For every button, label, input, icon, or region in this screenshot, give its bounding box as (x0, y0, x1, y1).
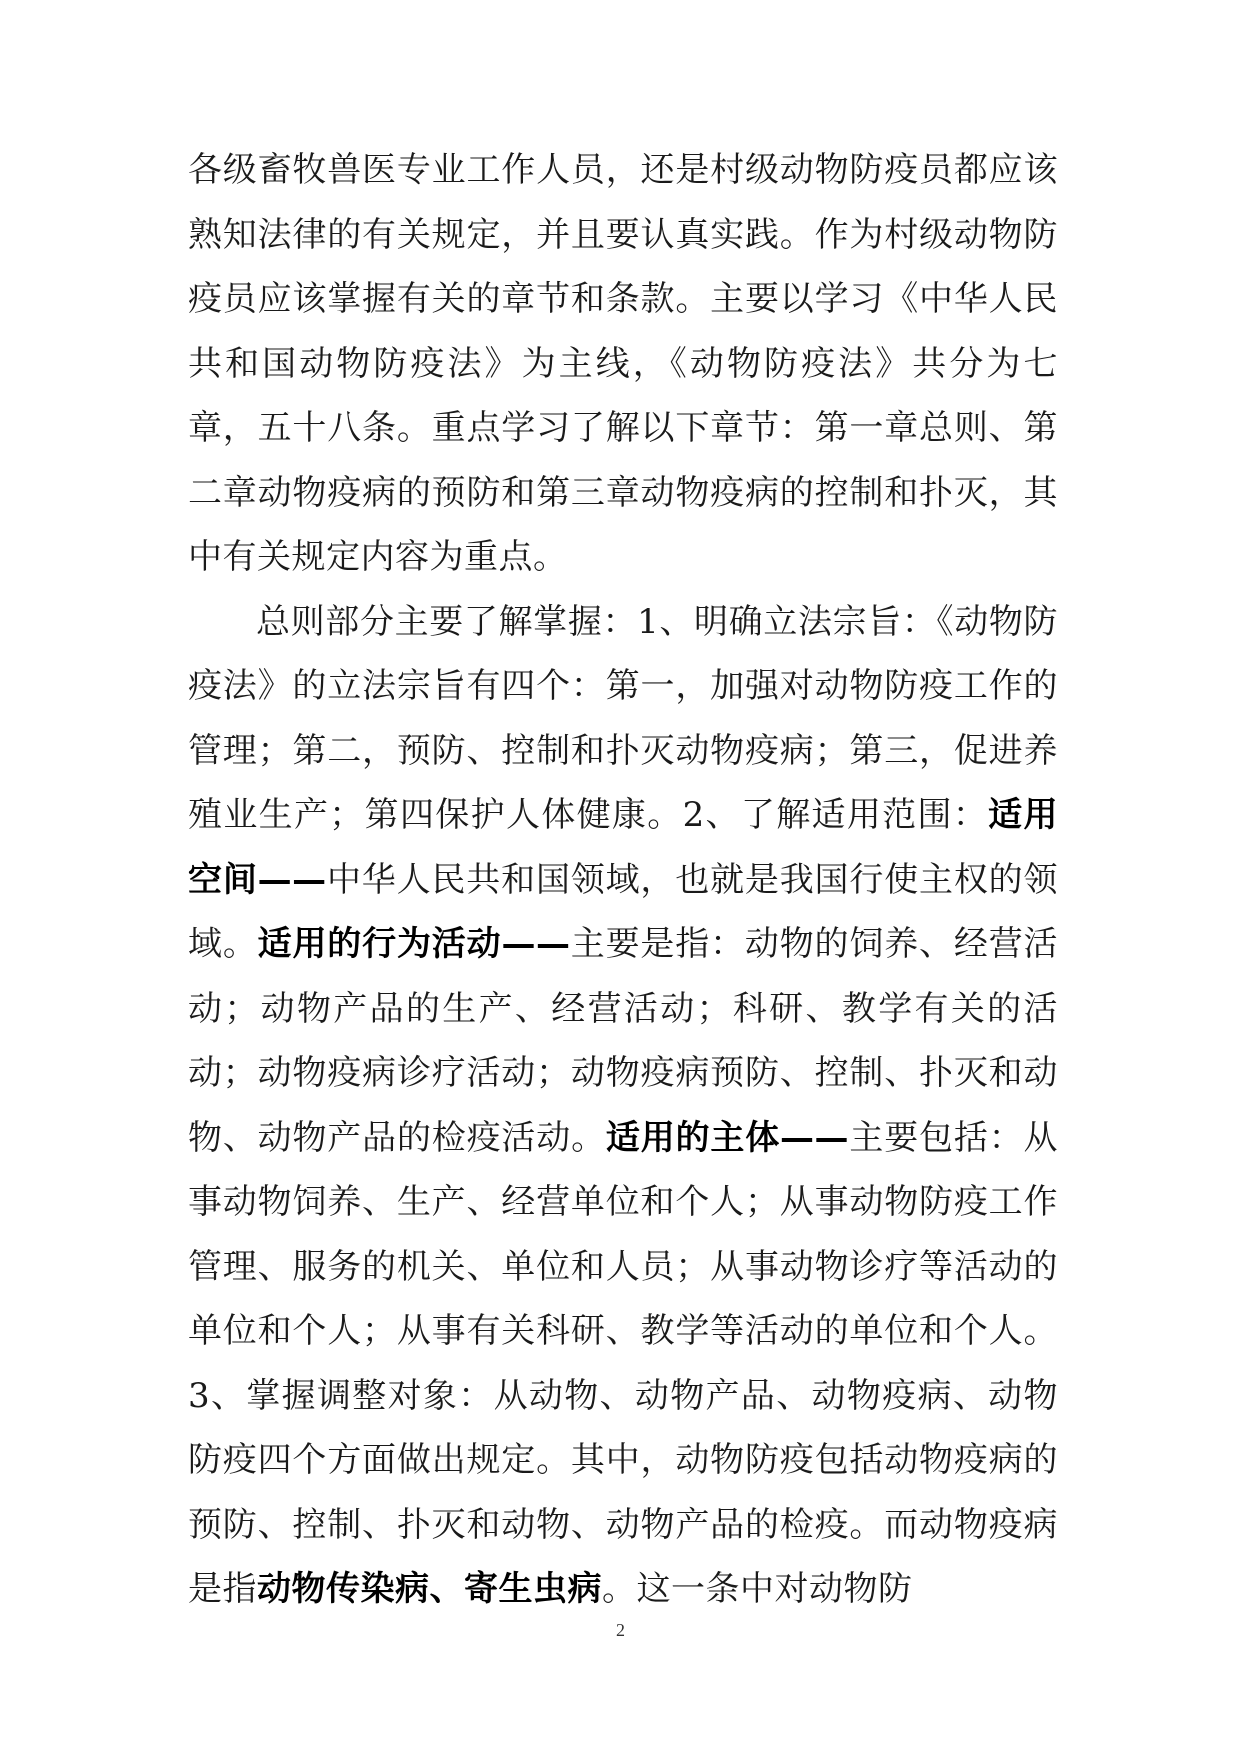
body-text (188, 138, 1058, 1622)
text-run: 。这一条中对动物防 (602, 1569, 913, 1609)
emphasis-disease-types: 动物传染病、寄生虫病 (257, 1569, 602, 1609)
paragraph-1: 各级畜牧兽医专业工作人员，还是村级动物防疫员都应该熟知法律的有关规定，并且要认真实践。作为村级动物防疫员应该掌握有关的章节和条款。主要以学习《中华人民共和国动物防疫法》为主线，《动物防疫法》共分为七章，五十八条。重点学习了解以下章节：第一章总则、第二章动物疫病的预防和第三章动物疫病的控制和扑灭，其中有关规定内容为重点。 (188, 150, 1058, 577)
emphasis-applicable-space: 适用空间—— (188, 795, 1058, 900)
emphasis-applicable-subjects: 适用的主体—— (605, 1117, 850, 1158)
text-run: 主要包括：从事动物饲养、生产、经营单位和个人；从事动物防疫工作管理、服务的机关、单位和人员；从事动物诊疗等活动的单位和个人；从事有关科研、教学等活动的单位和个人。3、掌握调整对象：从动物、动物产品、动物疫病、动物防疫四个方面做出规定。其中，动物防疫包括动物疫病的预防、控制、扑灭和动物、动物产品的检疫。而动物疫病是指 (188, 1117, 1059, 1609)
emphasis-applicable-activities: 适用的行为活动—— (257, 924, 571, 964)
text-run: 总则部分主要了解掌握：1、明确立法宗旨：《动物防疫法》的立法宗旨有四个：第一，加强对动物防疫工作的管理；第二，预防、控制和扑灭动物疫病；第三，促进养殖业生产；第四保护人体健康。2、了解适用范围： (188, 601, 1058, 835)
page-number: 2 (616, 1620, 625, 1640)
text-run: 主要是指：动物的饲养、经营活动；动物产品的生产、经营活动；科研、教学有关的活动；动物疫病诊疗活动；动物疫病预防、控制、扑灭和动物、动物产品的检疫活动。 (188, 924, 1059, 1158)
paragraph-2 (188, 590, 1058, 1622)
text-run: 中华人民共和国领域，也就是我国行使主权的领域。 (188, 859, 1059, 964)
